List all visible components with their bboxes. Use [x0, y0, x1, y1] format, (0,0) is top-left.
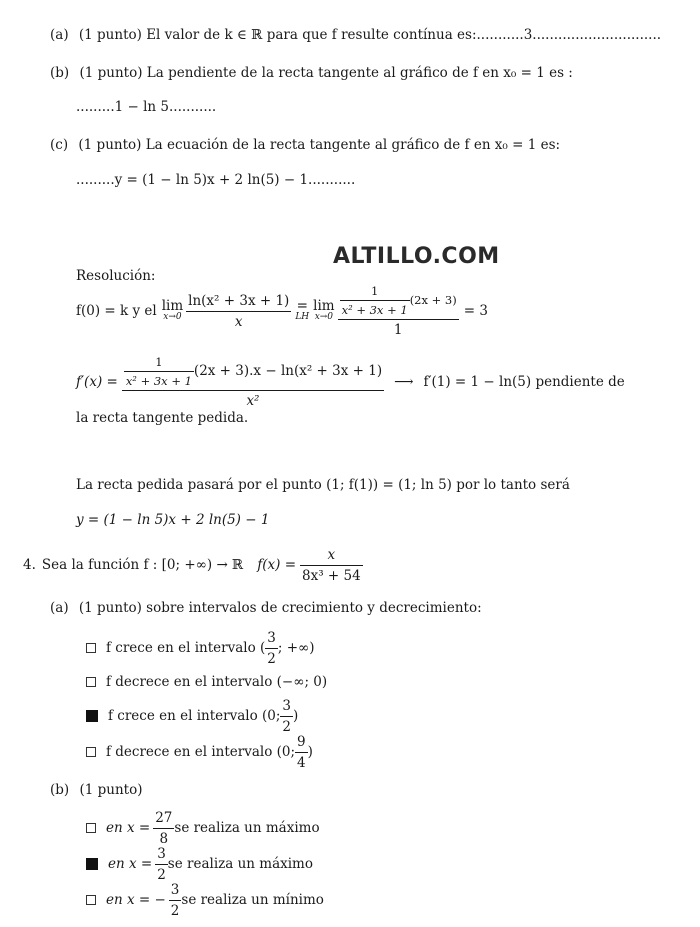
- lhopital-fraction: $\frac{1}{\text{x² + 3x + 1}}$ (2x + 3) 1: [338, 284, 459, 338]
- q4-f-lhs: f(x) =: [257, 557, 297, 573]
- q3c-text: La ecuación de la recta tangente al gráfico de f en x₀ = 1 es:: [145, 137, 561, 153]
- line-point-text: La recta pedida pasará por el punto (1; f(1)) = (1; ln 5) por lo tanto será: [76, 477, 570, 493]
- q3b-label: (b): [50, 65, 70, 81]
- q3b-points: (1 punto): [79, 65, 143, 81]
- arrow-icon: ⟶: [394, 374, 414, 390]
- limit-operator: lim x→0: [161, 298, 184, 323]
- checkbox-icon[interactable]: [86, 895, 96, 905]
- q3c-answer: .........y = (1 − ln 5)x + 2 ln(5) − 1...........: [76, 172, 356, 188]
- q4b-option-2[interactable]: en x = $\frac{3}{2}$ se realiza un máximo: [86, 846, 313, 882]
- limit-fraction: $\frac{\text{ln(x² + 3x + 1)}}{x}$: [188, 292, 290, 330]
- limit-result: = 3: [463, 303, 488, 319]
- q4b-line: [50, 784, 142, 798]
- q3a-text: El valor de k ∈ ℝ para que f resulte contínua es:: [146, 27, 477, 43]
- q4b-label: (b): [50, 782, 70, 798]
- limit-equation: [76, 286, 488, 336]
- q3c-points: (1 punto): [78, 137, 142, 153]
- q3a-line: [50, 29, 661, 43]
- q4-stem-text: Sea la función f : [0; +∞) → ℝ: [41, 557, 244, 573]
- q4a-text: (1 punto) sobre intervalos de crecimiento y decrecimiento:: [78, 600, 482, 616]
- q4a-line: [50, 602, 482, 616]
- q4-number: 4.: [23, 557, 36, 573]
- q3a-label: (a): [50, 27, 69, 43]
- watermark-logo: ALTILLO.COM: [333, 244, 500, 269]
- q4a-option-1[interactable]: f crece en el intervalo ( $\frac{3}{2}$ ; +∞): [86, 630, 315, 666]
- q4-f-fraction: $\frac{x}{\text{8x³ + 54}}$: [302, 546, 361, 584]
- checkbox-icon[interactable]: [86, 823, 96, 833]
- q4a-label: (a): [50, 600, 69, 616]
- q4-stem: [23, 545, 363, 585]
- checked-checkbox-icon[interactable]: [86, 710, 98, 722]
- q4a-option-3[interactable]: f crece en el intervalo (0; $\frac{3}{2}$ ): [86, 698, 298, 734]
- inner-fraction: $\frac{1}{\text{x² + 3x + 1}}$: [341, 284, 408, 317]
- q4b-option-3[interactable]: en x = − $\frac{3}{2}$ se realiza un mínimo: [86, 882, 324, 918]
- fp1-text: f′(1) = 1 − ln(5) pendiente de: [423, 374, 625, 390]
- q3c-label: (c): [50, 137, 69, 153]
- q3b-text: La pendiente de la recta tangente al gráfico de f en x₀ = 1 es :: [146, 65, 573, 81]
- q3b-answer: .........1 − ln 5...........: [76, 99, 217, 115]
- checkbox-icon[interactable]: [86, 747, 96, 757]
- checkbox-icon[interactable]: [86, 677, 96, 687]
- q3a-points: (1 punto): [78, 27, 142, 43]
- fp-lhs: f′(x) =: [76, 374, 118, 390]
- q3c-line: [50, 139, 560, 153]
- q3a-answer: ...........3..............................: [476, 27, 662, 43]
- lhopital-equals: = LH: [295, 298, 310, 323]
- q4b-text: (1 punto): [79, 782, 143, 798]
- f0-text: f(0) = k y el: [76, 303, 157, 319]
- derivative-fraction: $\frac{1}{\text{x² + 3x + 1}}$ (2x + 3).x − ln(x² + 3x + 1) x²: [122, 355, 384, 409]
- q4a-option-4[interactable]: f decrece en el intervalo (0; $\frac{9}{4}$ ): [86, 734, 313, 770]
- limit-operator-2: lim x→0: [313, 298, 335, 323]
- derivative-inner-fraction: $\frac{1}{\text{x² + 3x + 1}}$: [125, 355, 192, 388]
- q4a-option-2[interactable]: f decrece en el intervalo (−∞; 0): [86, 670, 327, 694]
- resolution-title: Resolución:: [76, 268, 156, 284]
- checked-checkbox-icon[interactable]: [86, 858, 98, 870]
- fp1-continuation: la recta tangente pedida.: [76, 410, 249, 426]
- q3b-line: [50, 67, 573, 81]
- line-equation: y = (1 − ln 5)x + 2 ln(5) − 1: [76, 512, 270, 528]
- checkbox-icon[interactable]: [86, 643, 96, 653]
- q4b-option-1[interactable]: en x = $\frac{27}{8}$ se realiza un máximo: [86, 810, 320, 846]
- derivative-equation: [76, 350, 625, 414]
